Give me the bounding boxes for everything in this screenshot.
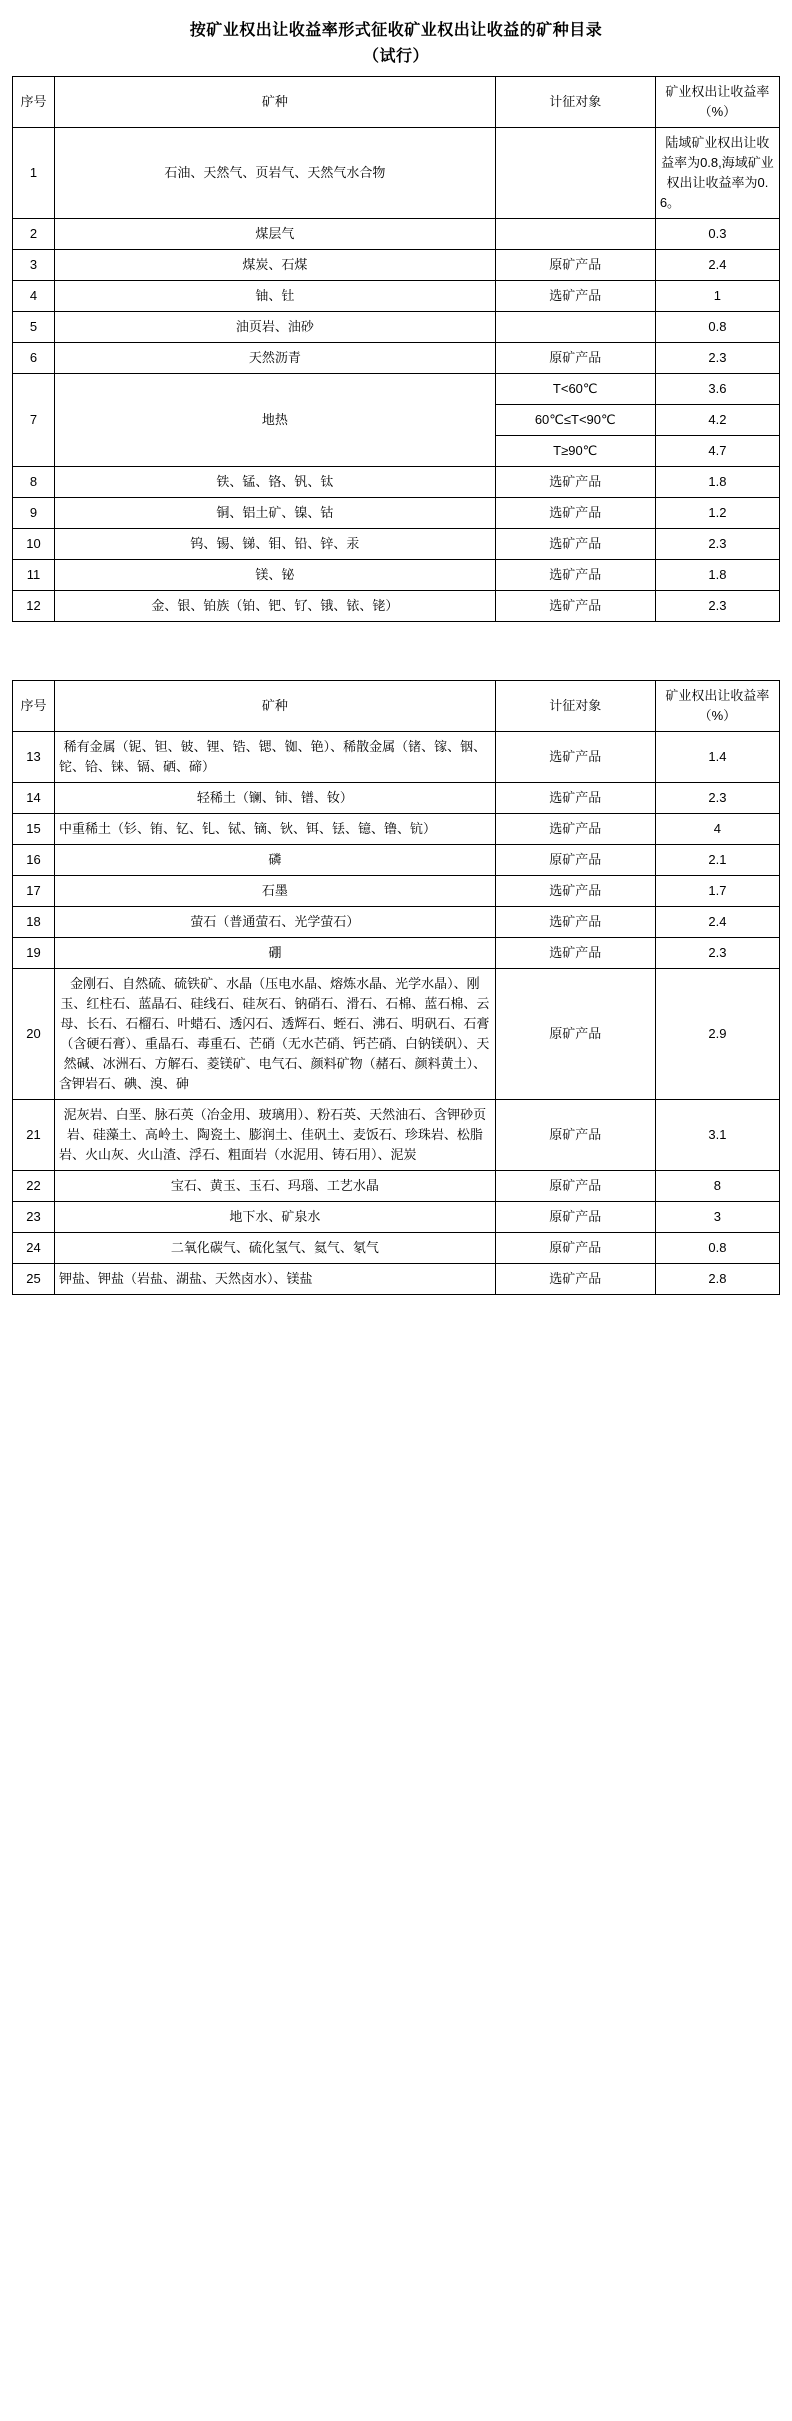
cell-object xyxy=(495,128,655,219)
cell-seq: 19 xyxy=(13,938,55,969)
cell-kind: 天然沥青 xyxy=(55,343,496,374)
cell-rate: 2.3 xyxy=(655,591,779,622)
table-row xyxy=(13,498,780,529)
header-kind: 矿种 xyxy=(55,681,496,732)
cell-rate: 2.9 xyxy=(655,969,779,1100)
cell-object: 原矿产品 xyxy=(495,1100,655,1171)
cell-object: 选矿产品 xyxy=(495,907,655,938)
cell-seq: 16 xyxy=(13,845,55,876)
cell-object: 选矿产品 xyxy=(495,938,655,969)
header-seq: 序号 xyxy=(13,77,55,128)
table-row xyxy=(13,529,780,560)
cell-rate: 1.2 xyxy=(655,498,779,529)
cell-kind: 金、银、铂族（铂、钯、钌、锇、铱、铑） xyxy=(55,591,496,622)
cell-kind: 轻稀土（镧、铈、镨、钕） xyxy=(55,783,496,814)
header-rate: 矿业权出让收益率（%） xyxy=(655,77,779,128)
header-seq: 序号 xyxy=(13,681,55,732)
cell-object: 选矿产品 xyxy=(495,498,655,529)
cell-seq: 12 xyxy=(13,591,55,622)
table-row xyxy=(13,374,780,405)
cell-kind: 地下水、矿泉水 xyxy=(55,1202,496,1233)
table-row xyxy=(13,128,780,219)
page-title-line1: 按矿业权出让收益率形式征收矿业权出让收益的矿种目录 xyxy=(189,22,603,39)
cell-seq: 17 xyxy=(13,876,55,907)
cell-kind: 铁、锰、铬、钒、钛 xyxy=(55,467,496,498)
cell-seq: 6 xyxy=(13,343,55,374)
cell-rate: 2.3 xyxy=(655,529,779,560)
cell-object: 选矿产品 xyxy=(495,560,655,591)
table-row xyxy=(13,343,780,374)
table-row xyxy=(13,907,780,938)
cell-object xyxy=(495,312,655,343)
cell-object: 原矿产品 xyxy=(495,343,655,374)
cell-seq: 1 xyxy=(13,128,55,219)
table-row xyxy=(13,591,780,622)
table-row xyxy=(13,281,780,312)
table-row xyxy=(13,467,780,498)
cell-seq: 25 xyxy=(13,1264,55,1295)
cell-seq: 13 xyxy=(13,732,55,783)
mineral-catalog-table-part2 xyxy=(12,680,780,1295)
table-row xyxy=(13,560,780,591)
cell-seq: 23 xyxy=(13,1202,55,1233)
cell-rate: 3.1 xyxy=(655,1100,779,1171)
cell-seq: 3 xyxy=(13,250,55,281)
mineral-catalog-table-part1 xyxy=(12,76,780,622)
cell-kind: 磷 xyxy=(55,845,496,876)
table-row xyxy=(13,1100,780,1171)
cell-object: 选矿产品 xyxy=(495,783,655,814)
cell-rate: 2.3 xyxy=(655,938,779,969)
cell-kind: 泥灰岩、白垩、脉石英（冶金用、玻璃用）、粉石英、天然油石、含钾砂页岩、硅藻土、高岭土、陶瓷土、膨润土、佳矾土、麦饭石、珍珠岩、松脂岩、火山灰、火山渣、浮石、粗面岩（水泥用、铸石用）、泥炭 xyxy=(55,1100,496,1171)
cell-rate: 0.3 xyxy=(655,219,779,250)
cell-rate: 0.8 xyxy=(655,312,779,343)
cell-object: 选矿产品 xyxy=(495,876,655,907)
cell-object: 原矿产品 xyxy=(495,969,655,1100)
cell-object: 原矿产品 xyxy=(495,1171,655,1202)
table-row xyxy=(13,732,780,783)
cell-seq: 24 xyxy=(13,1233,55,1264)
cell-seq: 2 xyxy=(13,219,55,250)
table-row xyxy=(13,1233,780,1264)
table-row xyxy=(13,1264,780,1295)
cell-rate: 1 xyxy=(655,281,779,312)
header-object: 计征对象 xyxy=(495,681,655,732)
cell-object: 选矿产品 xyxy=(495,467,655,498)
cell-seq: 4 xyxy=(13,281,55,312)
cell-rate: 4.2 xyxy=(655,405,779,436)
cell-kind: 地热 xyxy=(55,374,496,467)
table-row xyxy=(13,1171,780,1202)
cell-kind: 铀、钍 xyxy=(55,281,496,312)
cell-seq: 18 xyxy=(13,907,55,938)
cell-rate: 1.8 xyxy=(655,560,779,591)
cell-rate: 0.8 xyxy=(655,1233,779,1264)
cell-object xyxy=(495,219,655,250)
cell-object: 60℃≤T<90℃ xyxy=(495,405,655,436)
cell-object: 选矿产品 xyxy=(495,732,655,783)
cell-rate: 2.4 xyxy=(655,907,779,938)
header-rate: 矿业权出让收益率（%） xyxy=(655,681,779,732)
cell-kind: 硼 xyxy=(55,938,496,969)
table-header-row xyxy=(13,681,780,732)
table-row xyxy=(13,312,780,343)
cell-object: 选矿产品 xyxy=(495,591,655,622)
cell-rate: 2.3 xyxy=(655,343,779,374)
cell-kind: 煤层气 xyxy=(55,219,496,250)
cell-rate: 陆域矿业权出让收益率为0.8,海域矿业权出让收益率为0.6。 xyxy=(655,128,779,219)
cell-rate: 3.6 xyxy=(655,374,779,405)
cell-seq: 9 xyxy=(13,498,55,529)
cell-seq: 20 xyxy=(13,969,55,1100)
table-row xyxy=(13,969,780,1100)
cell-rate: 1.7 xyxy=(655,876,779,907)
cell-kind: 石墨 xyxy=(55,876,496,907)
table-row xyxy=(13,845,780,876)
page-break-spacer xyxy=(12,622,780,680)
table-row xyxy=(13,783,780,814)
cell-kind: 油页岩、油砂 xyxy=(55,312,496,343)
table-row xyxy=(13,938,780,969)
cell-kind: 宝石、黄玉、玉石、玛瑙、工艺水晶 xyxy=(55,1171,496,1202)
cell-seq: 15 xyxy=(13,814,55,845)
cell-object: 选矿产品 xyxy=(495,281,655,312)
cell-seq: 8 xyxy=(13,467,55,498)
cell-object: T≥90℃ xyxy=(495,436,655,467)
cell-rate: 3 xyxy=(655,1202,779,1233)
cell-rate: 1.8 xyxy=(655,467,779,498)
cell-kind: 镁、铋 xyxy=(55,560,496,591)
cell-kind: 石油、天然气、页岩气、天然气水合物 xyxy=(55,128,496,219)
cell-object: 原矿产品 xyxy=(495,845,655,876)
cell-kind: 煤炭、石煤 xyxy=(55,250,496,281)
cell-object: 选矿产品 xyxy=(495,529,655,560)
table-row xyxy=(13,876,780,907)
cell-object: 原矿产品 xyxy=(495,250,655,281)
cell-seq: 22 xyxy=(13,1171,55,1202)
cell-kind: 钨、锡、锑、钼、铅、锌、汞 xyxy=(55,529,496,560)
header-object: 计征对象 xyxy=(495,77,655,128)
cell-seq: 10 xyxy=(13,529,55,560)
cell-rate: 2.1 xyxy=(655,845,779,876)
table-row xyxy=(13,250,780,281)
cell-kind: 萤石（普通萤石、光学萤石） xyxy=(55,907,496,938)
cell-rate: 1.4 xyxy=(655,732,779,783)
cell-rate: 4 xyxy=(655,814,779,845)
cell-kind: 二氧化碳气、硫化氢气、氦气、氡气 xyxy=(55,1233,496,1264)
page-title xyxy=(12,18,780,70)
cell-kind: 金刚石、自然硫、硫铁矿、水晶（压电水晶、熔炼水晶、光学水晶）、刚玉、红柱石、蓝晶石、硅线石、硅灰石、钠硝石、滑石、石棉、蓝石棉、云母、长石、石榴石、叶蜡石、透闪石、透辉石、蛭石、沸石、明矾石、石膏（含硬石膏）、重晶石、毒重石、芒硝（无水芒硝、钙芒硝、白钠镁矾）、天然碱、冰洲石、方解石、菱镁矿、电气石、颜料矿物（赭石、颜料黄土）、含钾岩石、碘、溴、砷 xyxy=(55,969,496,1100)
cell-kind: 中重稀土（钐、铕、钇、钆、铽、镝、钬、铒、铥、镱、镥、钪） xyxy=(55,814,496,845)
page-title-line2: （试行） xyxy=(362,48,429,65)
cell-seq: 21 xyxy=(13,1100,55,1171)
table-row xyxy=(13,219,780,250)
cell-object: 原矿产品 xyxy=(495,1202,655,1233)
cell-object: 原矿产品 xyxy=(495,1233,655,1264)
cell-rate: 2.8 xyxy=(655,1264,779,1295)
cell-kind: 钾盐、钾盐（岩盐、湖盐、天然卤水）、镁盐 xyxy=(55,1264,496,1295)
cell-seq: 14 xyxy=(13,783,55,814)
cell-rate: 2.4 xyxy=(655,250,779,281)
cell-object: 选矿产品 xyxy=(495,814,655,845)
cell-rate: 2.3 xyxy=(655,783,779,814)
cell-seq: 7 xyxy=(13,374,55,467)
cell-rate: 4.7 xyxy=(655,436,779,467)
cell-kind: 铜、铝土矿、镍、钴 xyxy=(55,498,496,529)
table-row xyxy=(13,814,780,845)
table-row xyxy=(13,1202,780,1233)
cell-object: T<60℃ xyxy=(495,374,655,405)
cell-rate: 8 xyxy=(655,1171,779,1202)
table-header-row xyxy=(13,77,780,128)
header-kind: 矿种 xyxy=(55,77,496,128)
cell-object: 选矿产品 xyxy=(495,1264,655,1295)
cell-seq: 11 xyxy=(13,560,55,591)
cell-kind: 稀有金属（铌、钽、铍、锂、锆、锶、铷、铯）、稀散金属（锗、镓、铟、铊、铪、铼、镉、硒、碲） xyxy=(55,732,496,783)
cell-seq: 5 xyxy=(13,312,55,343)
